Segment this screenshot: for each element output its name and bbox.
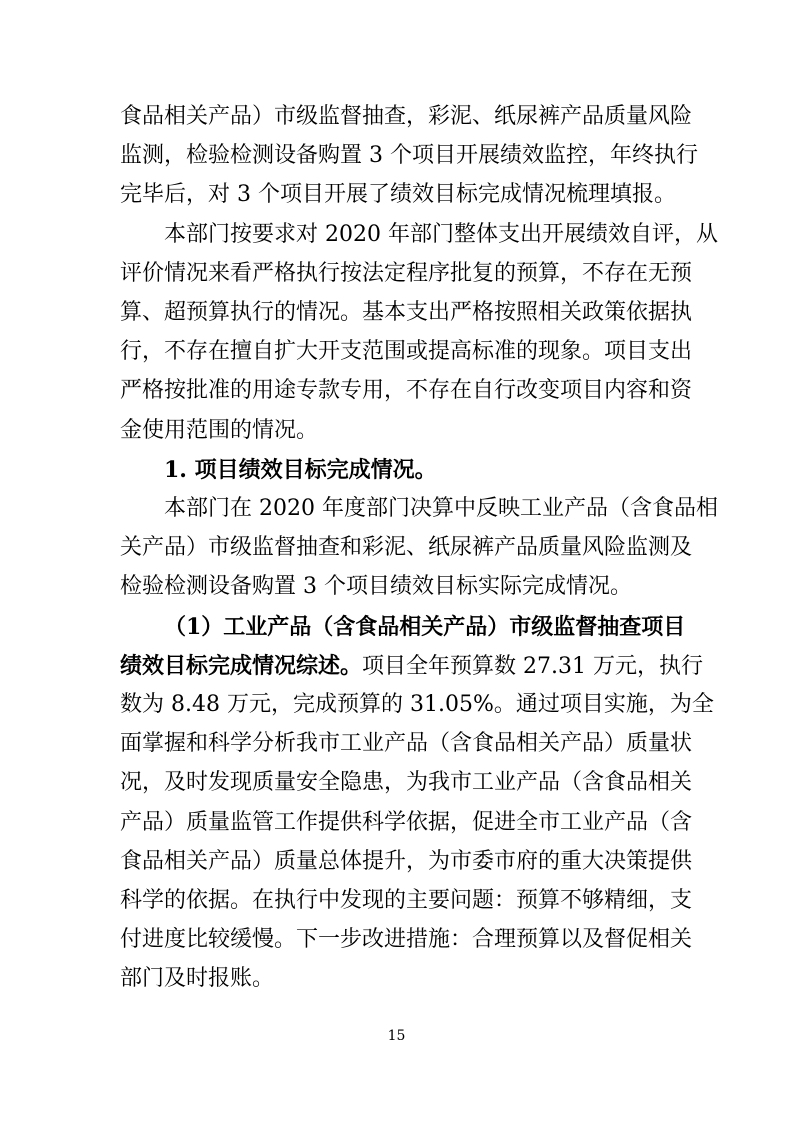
paragraph-4-line-5: 况，及时发现质量安全隐患，为我市工业产品（含食品相关 [120,770,693,796]
page-number: 15 [387,1028,406,1044]
paragraph-4-line-8: 科学的依据。在执行中发现的主要问题：预算不够精细，支 [120,888,693,913]
paragraph-4-line-2 [120,649,703,683]
paragraph-4-line-3: 数为 8.48 万元，完成预算的 31.05%。通过项目实施，为全 [120,692,714,717]
subsection-heading-line-1: （1）工业产品（含食品相关产品）市级监督抽查项目 [164,613,686,640]
paragraph-1-line-3: 完毕后，对 3 个项目开展了绩效目标完成情况梳理填报。 [120,182,676,208]
subsection-heading-line-2: 绩效目标完成情况综述。 [120,652,363,679]
paragraph-2-line-1: 本部门按要求对 2020 年部门整体支出开展绩效自评，从 [164,221,718,247]
paragraph-1-line-1: 食品相关产品）市级监督抽查，彩泥、纸尿裤产品质量风险 [120,104,693,129]
paragraph-2-line-2: 评价情况来看严格执行按法定程序批复的预算，不存在无预 [120,260,693,286]
paragraph-3-line-2: 关产品）市级监督抽查和彩泥、纸尿裤产品质量风险监测及 [120,535,693,561]
paragraph-4-line-2-rest: 项目全年预算数 27.31 万元，执行 [362,653,703,679]
paragraph-3-line-1: 本部门在 2020 年度部门决算中反映工业产品（含食品相 [164,496,718,521]
paragraph-3-line-3: 检验检测设备购置 3 个项目绩效目标实际完成情况。 [120,574,632,600]
paragraph-4-line-9: 付进度比较缓慢。下一步改进措施：合理预算以及督促相关 [120,927,693,953]
paragraph-4-line-6: 产品）质量监管工作提供科学依据，促进全市工业产品（含 [120,809,693,835]
section-heading: 1. 项目绩效目标完成情况。 [164,456,437,483]
paragraph-4-line-10: 部门及时报账。 [120,966,275,992]
paragraph-4-line-4: 面掌握和科学分析我市工业产品（含食品相关产品）质量状 [120,731,693,757]
paragraph-4-line-7: 食品相关产品）质量总体提升，为市委市府的重大决策提供 [120,848,693,874]
paragraph-2-line-4: 行，不存在擅自扩大开支范围或提高标准的现象。项目支出 [120,339,693,365]
paragraph-1-line-2: 监测，检验检测设备购置 3 个项目开展绩效监控，年终执行 [120,143,698,169]
paragraph-2-line-5: 严格按批准的用途专款专用，不存在自行改变项目内容和资 [120,378,693,404]
paragraph-2-line-3: 算、超预算执行的情况。基本支出严格按照相关政策依据执 [120,300,693,325]
paragraph-2-line-6: 金使用范围的情况。 [120,417,319,443]
